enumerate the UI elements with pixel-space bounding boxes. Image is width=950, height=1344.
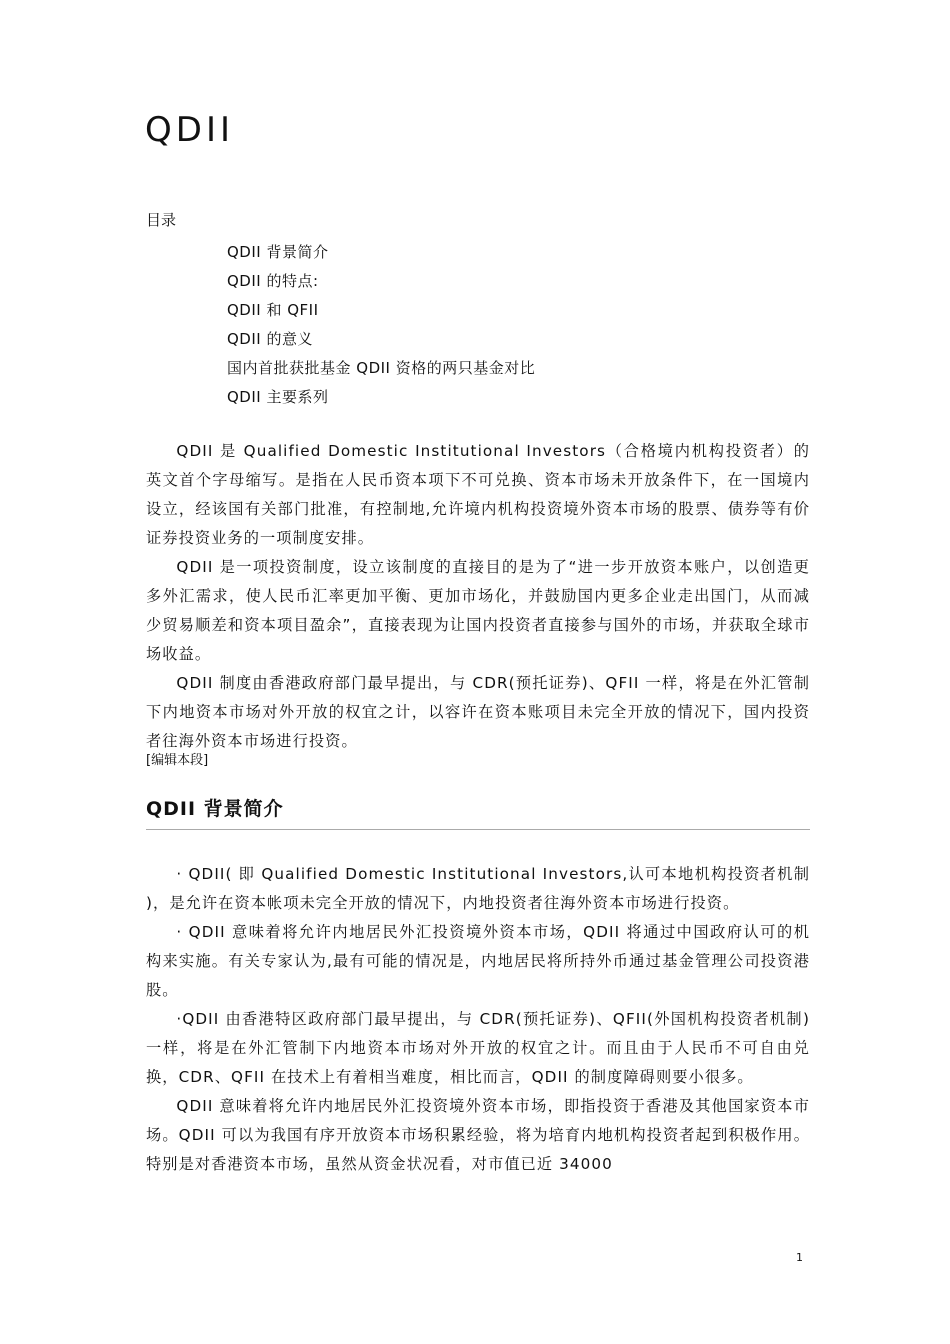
edit-section-link[interactable]: [编辑本段] — [146, 753, 209, 768]
section-heading: QDII 背景简介 — [146, 798, 284, 820]
paragraph: ·QDII 由香港特区政府部门最早提出，与 CDR(预托证券)、QFII(外国机构投资者机制)一样，将是在外汇管制下内地资本市场对外开放的权宜之计。而且由于人民币不可自由兑换，CDR、QFII 在技术上有着相当难度，相比而言，QDII 的制度障碍则要小很多。 — [146, 1010, 810, 1086]
toc-heading: 目录 — [146, 211, 177, 229]
toc-item[interactable]: QDII 的特点: — [227, 272, 319, 290]
section-text — [146, 860, 810, 1179]
intro-text — [146, 437, 810, 756]
document-title: QDII — [145, 110, 234, 150]
paragraph: · QDII 意味着将允许内地居民外汇投资境外资本市场，QDII 将通过中国政府认可的机构来实施。有关专家认为,最有可能的情况是，内地居民将所持外币通过基金管理公司投资港股。 — [146, 923, 810, 999]
toc-item[interactable]: 国内首批获批基金 QDII 资格的两只基金对比 — [227, 359, 536, 377]
toc-item[interactable]: QDII 背景简介 — [227, 243, 329, 261]
page-number: 1 — [796, 1251, 803, 1264]
paragraph: QDII 是一项投资制度，设立该制度的直接目的是为了“进一步开放资本账户，以创造更多外汇需求，使人民币汇率更加平衡、更加市场化，并鼓励国内更多企业走出国门，从而减少贸易顺差和资本项目盈余”，直接表现为让国内投资者直接参与国外的市场，并获取全球市场收益。 — [146, 558, 810, 663]
paragraph: QDII 意味着将允许内地居民外汇投资境外资本市场，即指投资于香港及其他国家资本市场。QDII 可以为我国有序开放资本市场积累经验，将为培育内地机构投资者起到积极作用。特别是对香港资本市场，虽然从资金状况看，对市值已近 34000 — [146, 1097, 810, 1173]
toc-item[interactable]: QDII 的意义 — [227, 330, 313, 348]
table-of-contents — [227, 238, 535, 412]
section-divider — [146, 829, 810, 830]
paragraph: · QDII( 即 Qualified Domestic Institutional Investors,认可本地机构投资者机制 )，是允许在资本帐项未完全开放的情况下，内地投资者往海外资本市场进行投资。 — [146, 865, 810, 912]
paragraph: QDII 制度由香港政府部门最早提出，与 CDR(预托证券)、QFII 一样，将是在外汇管制下内地资本市场对外开放的权宜之计，以容许在资本账项目未完全开放的情况下，国内投资者往海外资本市场进行投资。 — [146, 674, 810, 750]
paragraph: QDII 是 Qualified Domestic Institutional Investors（合格境内机构投资者）的英文首个字母缩写。是指在人民币资本项下不可兑换、资本市场未开放条件下，在一国境内设立，经该国有关部门批准，有控制地,允许境内机构投资境外资本市场的股票、债券等有价证券投资业务的一项制度安排。 — [146, 442, 810, 547]
toc-item[interactable]: QDII 和 QFII — [227, 301, 319, 319]
toc-item[interactable]: QDII 主要系列 — [227, 388, 329, 406]
